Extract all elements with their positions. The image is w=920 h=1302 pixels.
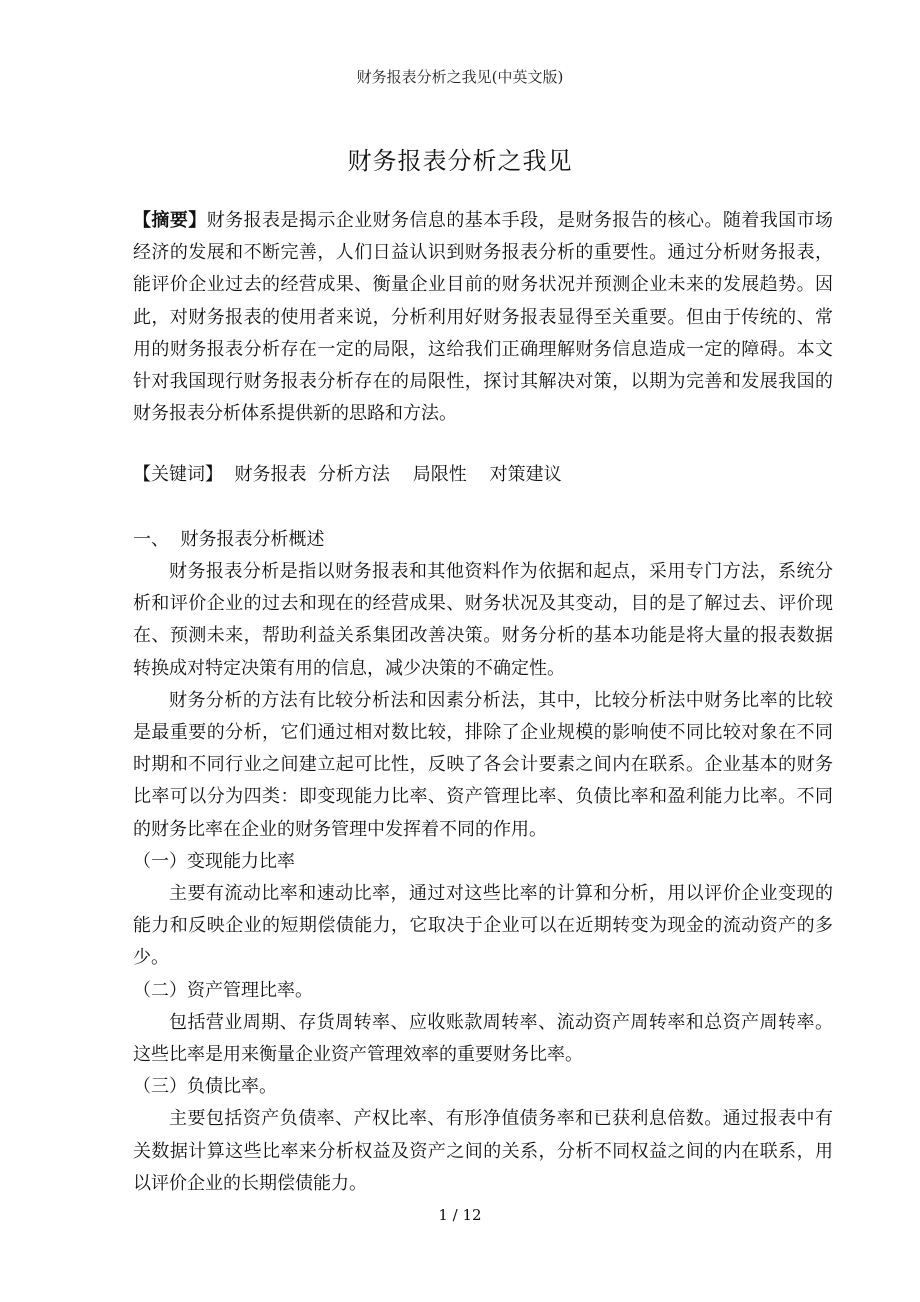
section-heading: 一、 财务报表分析概述 [133, 529, 325, 550]
paragraph: 财务报表分析是指以财务报表和其他资料作为依据和起点，采用专门方法，系统分析和评价企业的过去和现在的经营成果、财务状况及其变动，目的是了解过去、评价现在、预测未来，帮助利益关系集团改善决策。财务分析的基本功能是将大量的报表数据转换成对特定决策有用的信息，减少决策的不确定性。 [133, 561, 833, 679]
keywords-line [133, 459, 562, 491]
keywords-items: 财务报表 分析方法 局限性 对策建议 [223, 464, 562, 485]
paragraph: 包括营业周期、存货周转率、应收账款周转率、流动资产周转率和总资产周转率。这些比率是用来衡量企业资产管理效率的重要财务比率。 [133, 1011, 833, 1066]
abstract-paragraph [133, 205, 833, 430]
abstract-label: 【摘要】 [133, 210, 207, 231]
paragraph: 主要有流动比率和速动比率，通过对这些比率的计算和分析，用以评价企业变现的能力和反映企业的短期偿债能力，它取决于企业可以在近期转变为现金的流动资产的多少。 [133, 883, 833, 969]
subsection-heading: （一）变现能力比率 [133, 850, 295, 872]
keywords-label: 【关键词】 [133, 464, 223, 485]
section-body [133, 556, 833, 1200]
paragraph: 主要包括资产负债率、产权比率、有形净值债务率和已获利息倍数。通过报表中有关数据计算这些比率来分析权益及资产之间的关系，分析不同权益之间的内在联系，用以评价企业的长期偿债能力。 [133, 1108, 833, 1194]
document-title: 财务报表分析之我见 [347, 147, 573, 175]
abstract-text: 财务报表是揭示企业财务信息的基本手段，是财务报告的核心。随着我国市场经济的发展和不断完善，人们日益认识到财务报表分析的重要性。通过分析财务报表，能评价企业过去的经营成果、衡量企业目前的财务状况并预测企业未来的发展趋势。因此，对财务报表的使用者来说，分析利用好财务报表显得至关重要。但由于传统的、常用的财务报表分析存在一定的局限，这给我们正确理解财务信息造成一定的障碍。本文针对我国现行财务报表分析存在的局限性，探讨其解决对策，以期为完善和发展我国的财务报表分析体系提供新的思路和方法。 [133, 210, 834, 425]
subsection-heading: （三）负债比率。 [133, 1076, 277, 1098]
page-number: 1 / 12 [438, 1206, 482, 1224]
running-header: 财务报表分析之我见(中英文版) [356, 68, 564, 86]
paragraph: 财务分析的方法有比较分析法和因素分析法，其中，比较分析法中财务比率的比较是最重要的分析，它们通过相对数比较，排除了企业规模的影响使不同比较对象在不同时期和不同行业之间建立起可比性，反映了各会计要素之间内在联系。企业基本的财务比率可以分为四类：即变现能力比率、资产管理比率、负债比率和盈利能力比率。不同的财务比率在企业的财务管理中发挥着不同的作用。 [133, 689, 833, 840]
subsection-heading: （二）资产管理比率。 [133, 979, 313, 1001]
